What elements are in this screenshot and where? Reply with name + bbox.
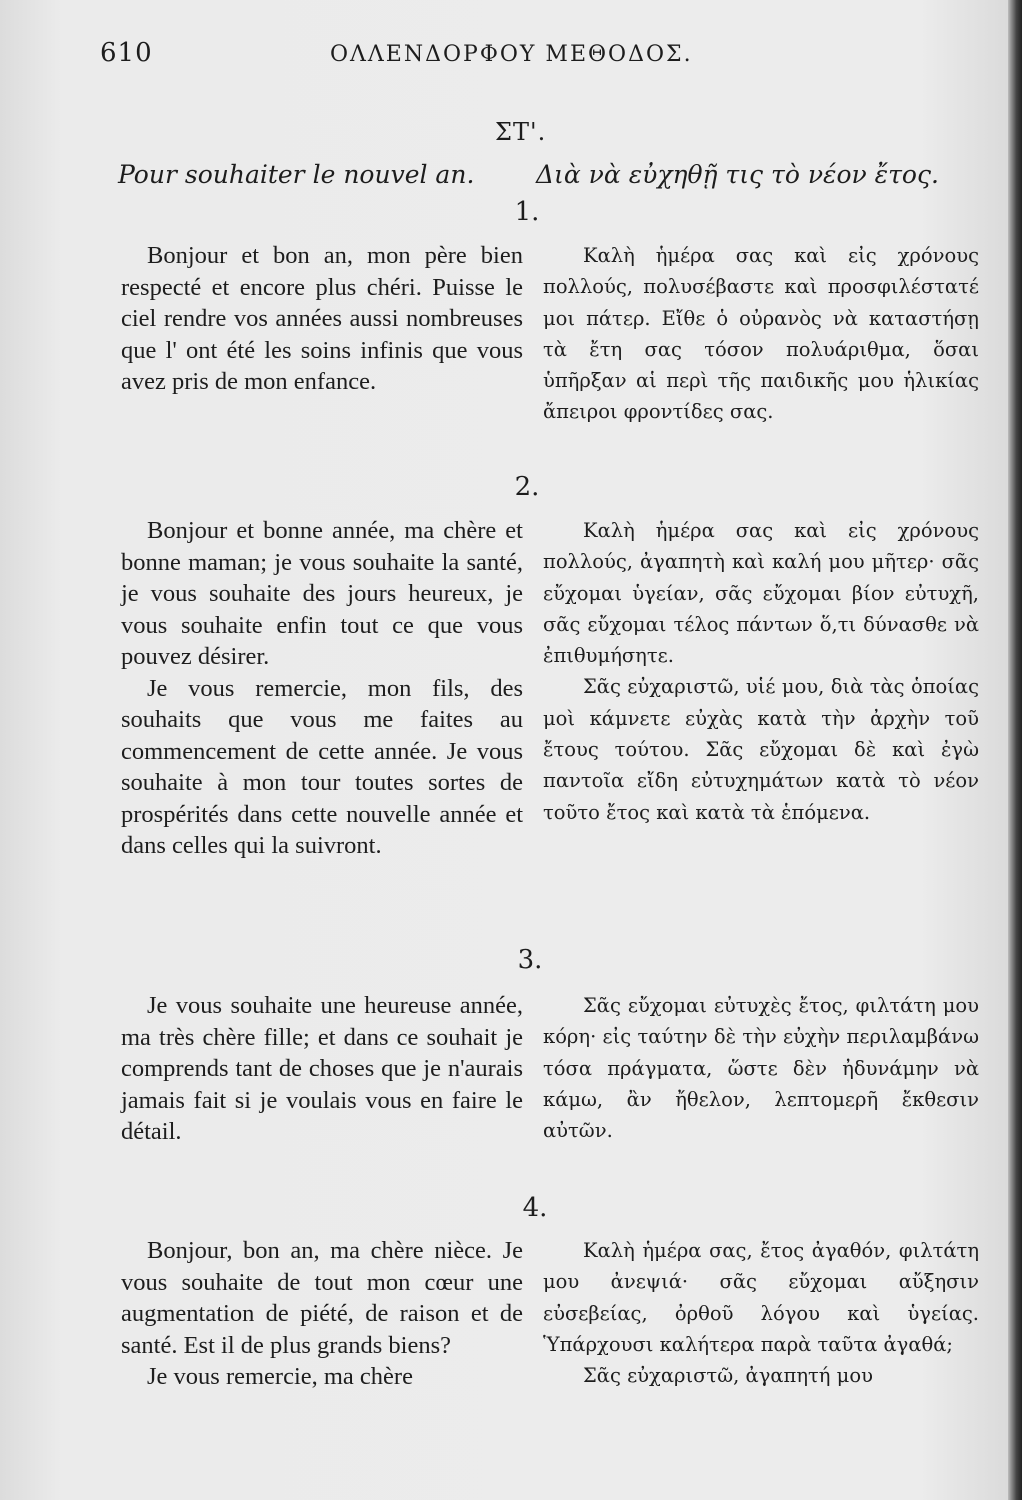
french-paragraph-block-1 [121, 240, 523, 398]
french-paragraph: Je vous remercie, mon fils, des souhaits que vous me faites au commencement de cette année. Je vous souhaite à mon tour toutes sortes de prospérités dans cette nouvelle année et dans celles qui la suivront. [121, 674, 523, 859]
greek-heading: Διὰ νὰ εὐχηθῇ τις τὸ νέον ἔτος. [536, 160, 939, 189]
greek-paragraph: Καλὴ ἡμέρα σας, ἔτος ἀγαθόν, φιλτάτη μου ἀνεψιά· σᾶς εὔχομαι αὔξησιν εὐσεβείας, ὀρθοῦ λόγου καὶ ὑγείας. Ὑπάρχουσι καλήτερα παρὰ ταῦτα ἀγαθά; [543, 1239, 979, 1356]
greek-paragraph: Σᾶς εὔχομαι εὐτυχὲς ἔτος, φιλτάτη μου κόρη· εἰς ταύτην δὲ τὴν εὐχὴν περιλαμβάνω τόσα πράγματα, ὥστε δὲν ἠδυνάμην νὰ κάμω, ἂν ἤθελον, λεπτομερῆ ἔκθεσιν αὐτῶν. [543, 994, 979, 1143]
french-paragraph: Bonjour, bon an, ma chère nièce. Je vous souhaite de tout mon cœur une augmentation de piété, de raison et de santé. Est il de plus grands biens? [121, 1237, 523, 1359]
dialogue-number-2: 2. [514, 472, 540, 502]
greek-paragraph-block-4 [543, 1235, 979, 1391]
dialogue-number-4: 4. [522, 1193, 548, 1223]
french-paragraph: Je vous souhaite une heureuse année, ma très chère fille; et dans ce souhait je comprends tant de choses que je n'aurais jamais fait si je voulais vous en faire le détail. [121, 992, 523, 1145]
greek-paragraph-block-3 [543, 990, 979, 1146]
french-paragraph-block-3 [121, 990, 523, 1148]
greek-paragraph-block-1 [543, 240, 979, 428]
greek-paragraph: Σᾶς εὐχαριστῶ, ἀγαπητή μου [583, 1364, 873, 1388]
french-paragraph: Je vous remercie, ma chère [147, 1363, 413, 1390]
page-binding-edge [1008, 0, 1022, 1500]
dialogue-number-1: 1. [514, 197, 540, 227]
french-paragraph-block-4 [121, 1235, 523, 1393]
page-number: 610 [100, 38, 153, 68]
section-mark: ΣΤ'. [495, 118, 547, 146]
dialogue-number-3: 3. [517, 945, 543, 975]
french-paragraph: Bonjour et bon an, mon père bien respecté et encore plus chéri. Puisse le ciel rendre vos années aussi nombreuses que l' ont été les soins infinis que vous avez pris de mon enfance. [121, 242, 523, 395]
greek-paragraph: Καλὴ ἡμέρα σας καὶ εἰς χρόνους πολλούς, πολυσέβαστε καὶ προσφιλέστατέ μοι πάτερ. Εἴθε ὁ οὐρανὸς νὰ καταστήσῃ τὰ ἔτη σας τόσον πολυάριθμα, ὅσαι ὑπῆρξαν αἱ περὶ τῆς παιδικῆς μου ἡλικίας ἄπειροι φροντίδες σας. [543, 244, 979, 424]
french-paragraph: Bonjour et bonne année, ma chère et bonne maman; je vous souhaite la santé, je vous souhaite des jours heureux, je vous souhaite enfin tout ce que vous pouvez désirer. [121, 517, 523, 670]
greek-paragraph-block-2 [543, 515, 979, 828]
running-head: ΟΛΛΕΝΔΟΡΦΟΥ ΜΕΘΟΔΟΣ. [330, 42, 693, 67]
greek-paragraph: Καλὴ ἡμέρα σας καὶ εἰς χρόνους πολλούς, ἀγαπητὴ καὶ καλή μου μῆτερ· σᾶς εὔχομαι ὑγείαν, σᾶς εὔχομαι βίον εὐτυχῆ, σᾶς εὔχομαι τέλος πάντων ὅ,τι δύνασθε νὰ ἐπιθυμήσητε. [543, 519, 979, 668]
french-paragraph-block-2 [121, 515, 523, 862]
greek-paragraph: Σᾶς εὐχαριστῶ, υἱέ μου, διὰ τὰς ὁποίας μοὶ κάμνετε εὐχὰς κατὰ τὴν ἀρχὴν τοῦ ἔτους τούτου. Σᾶς εὔχομαι δὲ καὶ ἐγὼ παντοῖα εἴδη εὐτυχημάτων κατὰ τὸ νέον τοῦτο ἔτος καὶ κατὰ τὰ ἑπόμενα. [543, 675, 979, 824]
french-heading: Pour souhaiter le nouvel an. [118, 160, 475, 189]
